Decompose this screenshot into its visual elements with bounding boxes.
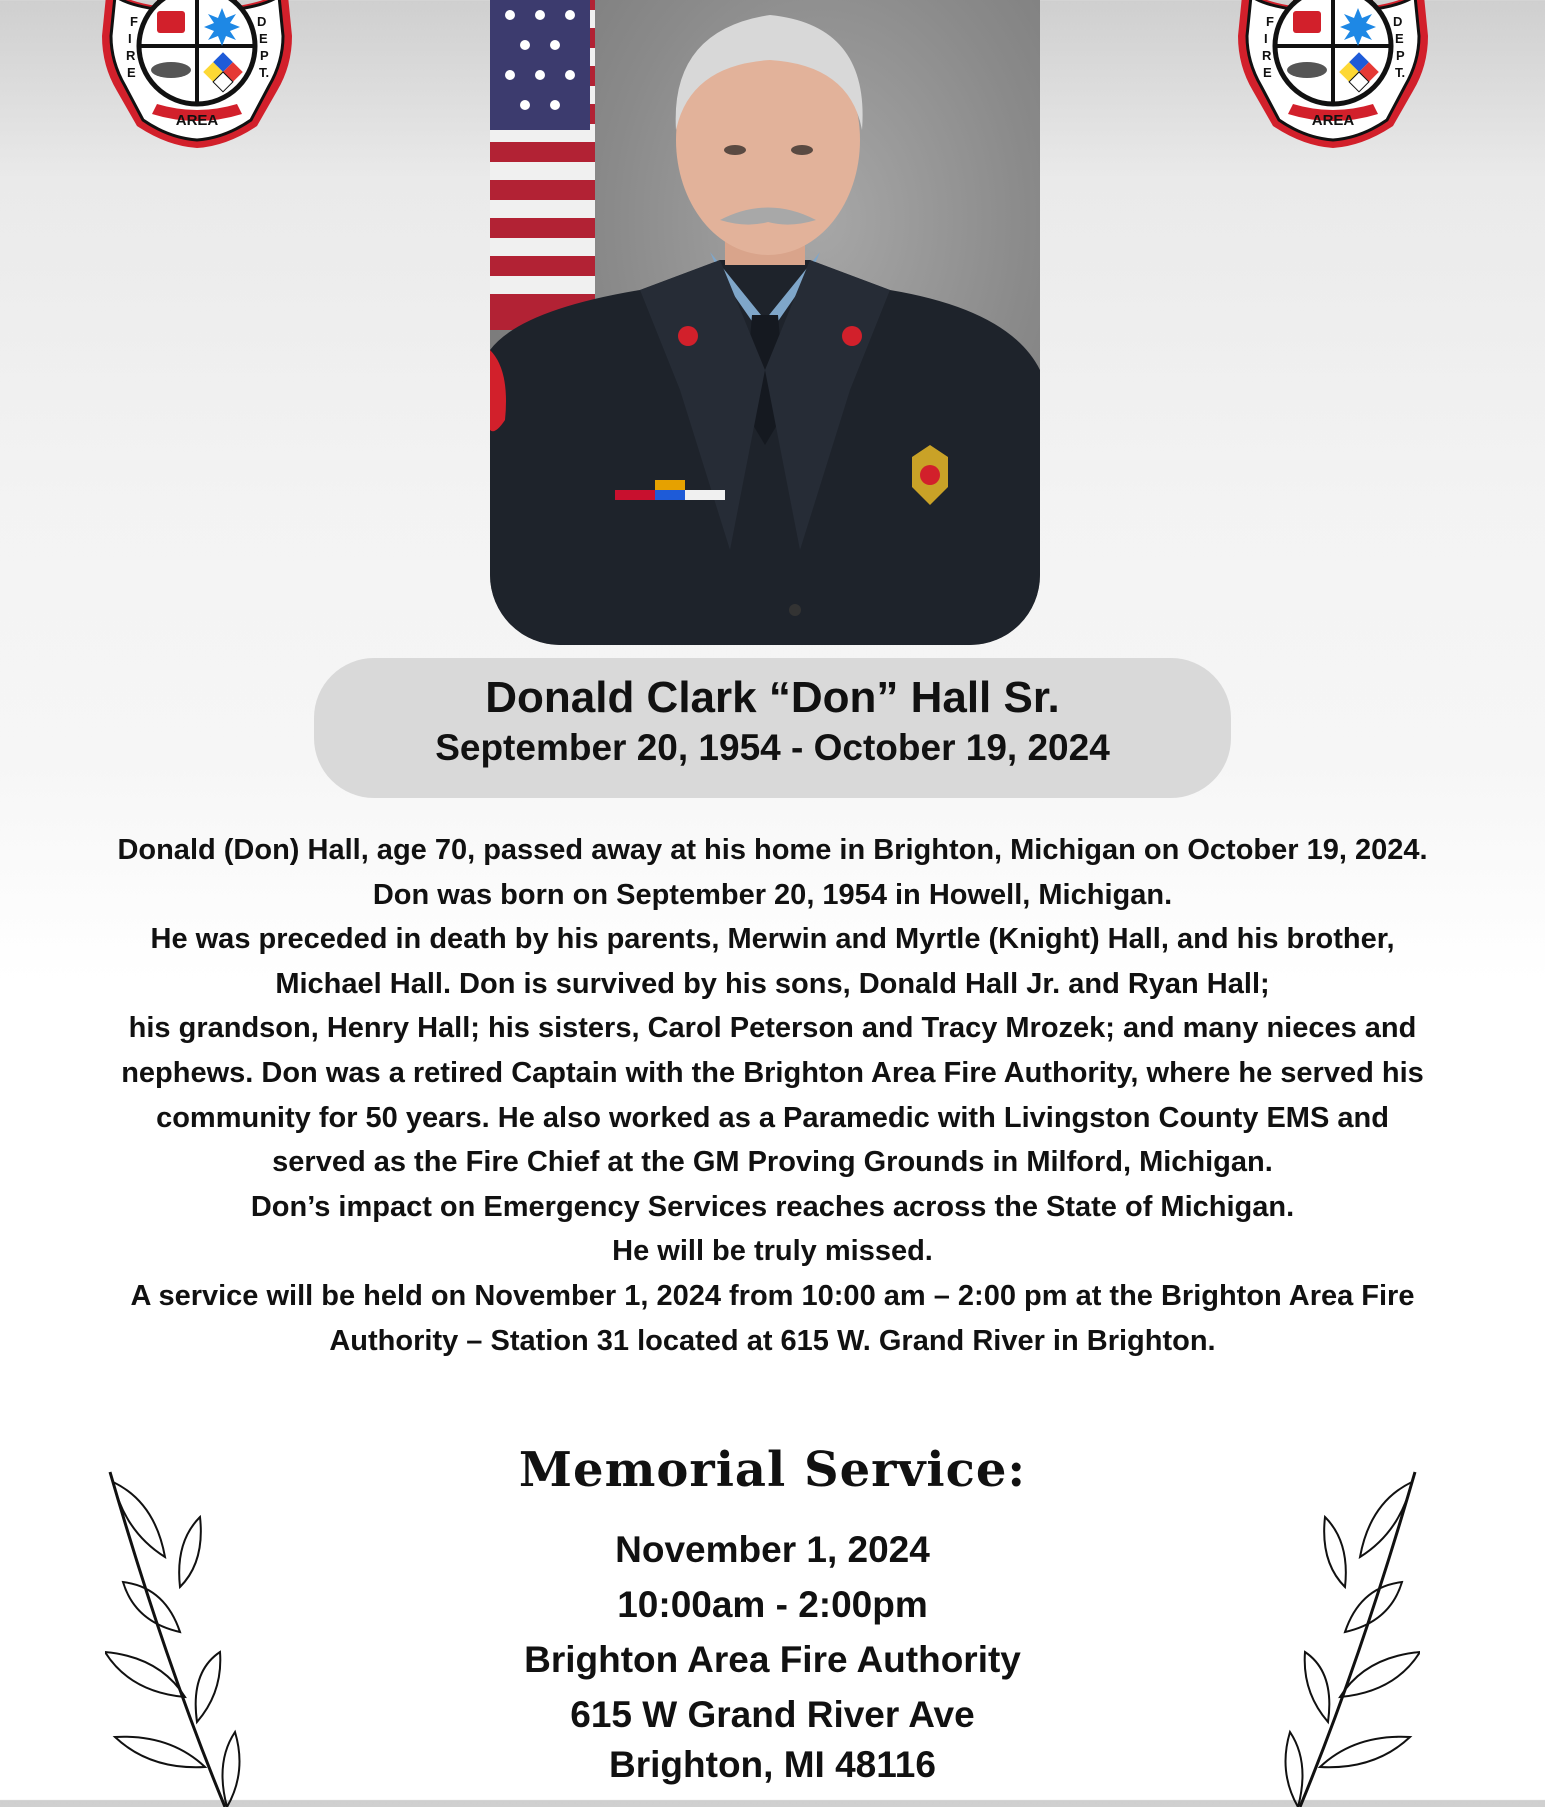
obituary-line: Michael Hall. Don is survived by his sons, Donald Hall Jr. and Ryan Hall; (275, 967, 1270, 1000)
svg-text:F: F (1266, 14, 1274, 29)
obituary-line: Don’s impact on Emergency Services reaches across the State of Michigan. (250, 1190, 1295, 1223)
svg-text:E: E (259, 31, 268, 46)
svg-text:T.: T. (1395, 65, 1406, 80)
svg-text:I: I (1264, 31, 1268, 46)
memorial-location: Brighton Area Fire Authority (524, 1639, 1021, 1680)
svg-text:AREA: AREA (175, 112, 219, 129)
fire-department-badge-right (1233, 0, 1433, 156)
obituary-line: He will be truly missed. (612, 1235, 933, 1268)
obituary-line: Authority – Station 31 located at 615 W. Grand River in Brighton. (329, 1324, 1216, 1357)
svg-text:E: E (127, 65, 136, 80)
obituary-line: community for 50 years. He also worked as a Paramedic with Livingston County EMS and (156, 1101, 1389, 1134)
svg-text:E: E (1395, 31, 1404, 46)
memorial-date: November 1, 2024 (615, 1529, 930, 1570)
memorial-details (0, 1522, 1545, 1788)
svg-text:D: D (1393, 14, 1403, 29)
obituary-line: Don was born on September 20, 1954 in Howell, Michigan. (372, 878, 1173, 911)
obituary-line: A service will be held on November 1, 2024 from 10:00 am – 2:00 pm at the Brighton Area Fire (130, 1279, 1415, 1312)
svg-text:R: R (1262, 48, 1272, 63)
svg-text:T.: T. (259, 65, 270, 80)
deceased-name: Donald Clark “Don” Hall Sr. (485, 673, 1060, 722)
svg-text:E: E (1263, 65, 1272, 80)
svg-text:R: R (126, 48, 136, 63)
obituary-line: served as the Fire Chief at the GM Proving Grounds in Milford, Michigan. (272, 1146, 1273, 1179)
portrait-photo (490, 0, 1040, 645)
svg-text:P: P (1396, 48, 1405, 63)
svg-text:D: D (257, 14, 267, 29)
svg-text:I: I (128, 31, 132, 46)
obituary-line: He was preceded in death by his parents, Merwin and Myrtle (Knight) Hall, and his brother, (150, 923, 1395, 956)
obituary-text (30, 828, 1515, 1363)
american-flag-icon (490, 0, 595, 330)
name-banner (314, 658, 1231, 798)
fire-department-badge-left (97, 0, 297, 156)
life-dates: September 20, 1954 - October 19, 2024 (435, 727, 1110, 768)
obituary-line: his grandson, Henry Hall; his sisters, Carol Peterson and Tracy Mrozek; and many nieces and (128, 1012, 1417, 1045)
memorial-address-line1: 615 W Grand River Ave (570, 1694, 975, 1735)
svg-text:P: P (260, 48, 269, 63)
obituary-line: nephews. Don was a retired Captain with the Brighton Area Fire Authority, where he served his (121, 1056, 1424, 1089)
svg-text:AREA: AREA (1311, 112, 1355, 129)
memorial-time: 10:00am - 2:00pm (617, 1584, 928, 1625)
svg-text:F: F (130, 14, 138, 29)
memorial-heading: Memorial Service: (518, 1442, 1027, 1498)
portrait-illustration (490, 0, 1040, 645)
memorial-address-line2: Brighton, MI 48116 (609, 1744, 936, 1785)
obituary-line: Donald (Don) Hall, age 70, passed away at his home in Brighton, Michigan on October 19, 2024. (117, 834, 1428, 866)
